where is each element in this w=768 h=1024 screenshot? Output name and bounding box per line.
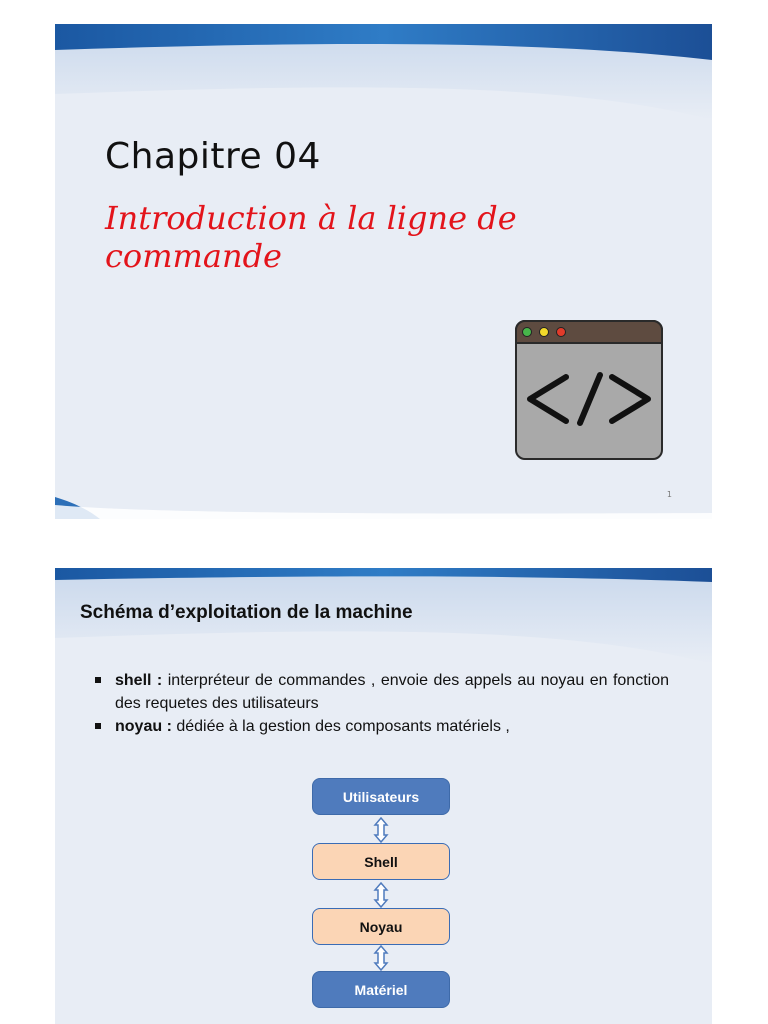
bullet-item (95, 715, 669, 738)
double-arrow-icon (373, 817, 389, 843)
footer-wave (55, 489, 712, 519)
bullet-text: dédiée à la gestion des composants matériels , (171, 718, 510, 735)
slide-title: Schéma d’exploitation de la machine (80, 602, 413, 623)
bullet-term: noyau : (115, 718, 172, 735)
diagram-box-materiel: Matériel (312, 971, 450, 1008)
diagram-box-utilisateurs: Utilisateurs (312, 778, 450, 815)
slide-1 (55, 24, 712, 519)
bullet-item (95, 669, 669, 715)
double-arrow-icon (373, 945, 389, 971)
slide-title: Chapitre 04 (105, 136, 321, 177)
header-wave (55, 24, 712, 124)
code-window-icon (514, 319, 664, 461)
bullet-term: shell : (115, 672, 163, 689)
slide-2 (55, 568, 712, 1024)
slide-subtitle: Introduction à la ligne de commande (105, 199, 517, 275)
bullet-text: interpréteur de commandes , envoie des appels au noyau en fonction des requetes des utilisateurs (115, 672, 669, 712)
diagram-box-noyau: Noyau (312, 908, 450, 945)
page-number: 1 (666, 490, 672, 499)
bullet-list (95, 669, 669, 738)
double-arrow-icon (373, 882, 389, 908)
diagram-box-shell: Shell (312, 843, 450, 880)
